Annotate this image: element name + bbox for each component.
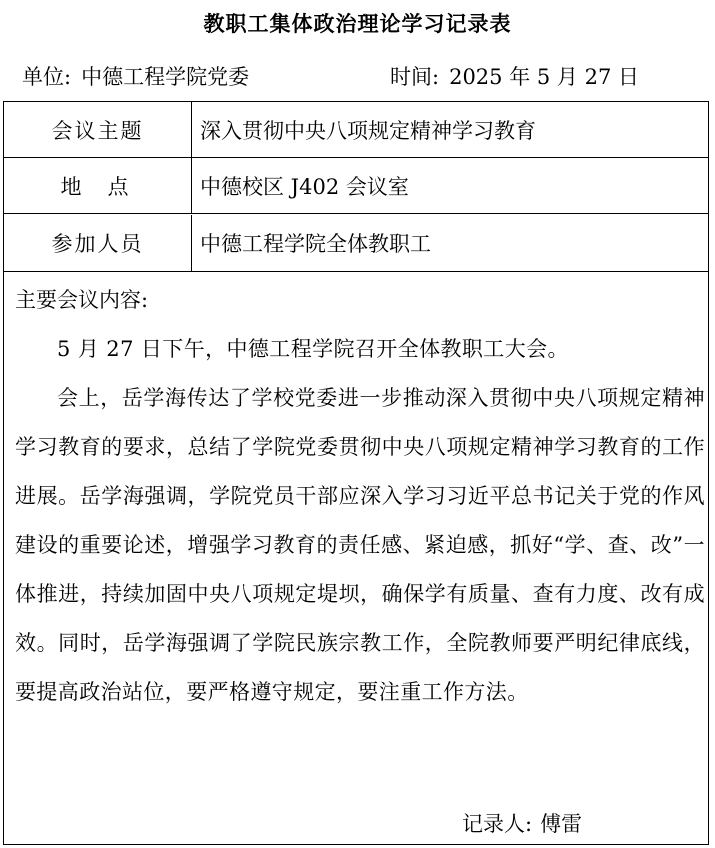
record-table (3, 101, 709, 845)
attendees-value: 中德工程学院全体教职工 (200, 232, 431, 256)
time-line (390, 60, 639, 94)
table-row-location (4, 158, 708, 214)
time-label: 时间: (390, 65, 440, 89)
unit-value: 中德工程学院党委 (81, 65, 250, 89)
location-label: 地点 (4, 158, 192, 213)
document-title: 教职工集体政治理论学习记录表 (203, 12, 512, 36)
location-value: 中德校区 J402 会议室 (200, 174, 409, 199)
topic-label: 会议主题 (4, 102, 192, 157)
topic-value: 深入贯彻中央八项规定精神学习教育 (200, 118, 536, 143)
unit-line (22, 60, 249, 94)
content-paragraph: 5 月 27 日下午，中德工程学院召开全体教职工大会。 (57, 337, 569, 361)
table-row-topic (4, 102, 708, 158)
content-heading: 主要会议内容: (15, 288, 149, 312)
time-value: 2025 年 5 月 27 日 (449, 65, 639, 89)
attendees-label: 参加人员 (4, 215, 192, 271)
unit-label: 单位: (22, 65, 72, 89)
recorder-name: 傅雷 (540, 812, 583, 836)
table-row-attendees (4, 215, 708, 272)
recorder-line (462, 807, 582, 841)
recorder-label: 记录人: (462, 812, 533, 836)
meeting-content (15, 282, 705, 717)
content-paragraph: 会上，岳学海传达了学校党委进一步推动深入贯彻中央八项规定精神学习教育的要求，总结了学院党委贯彻中央八项规定精神学习教育的工作进展。岳学海强调，学院党员干部应深入学习习近平总书记关于党的作风建设的重要论述，增强学习教育的责任感、紧迫感，抓好“学、查、改”一体推进，持续加固中央八项规定堤坝，确保学有质量、查有力度、改有成效。同时，岳学海强调了学院民族宗教工作，全院教师要严明纪律底线，要提高政治站位，要严格遵守规定，要注重工作方法。 (15, 386, 705, 704)
